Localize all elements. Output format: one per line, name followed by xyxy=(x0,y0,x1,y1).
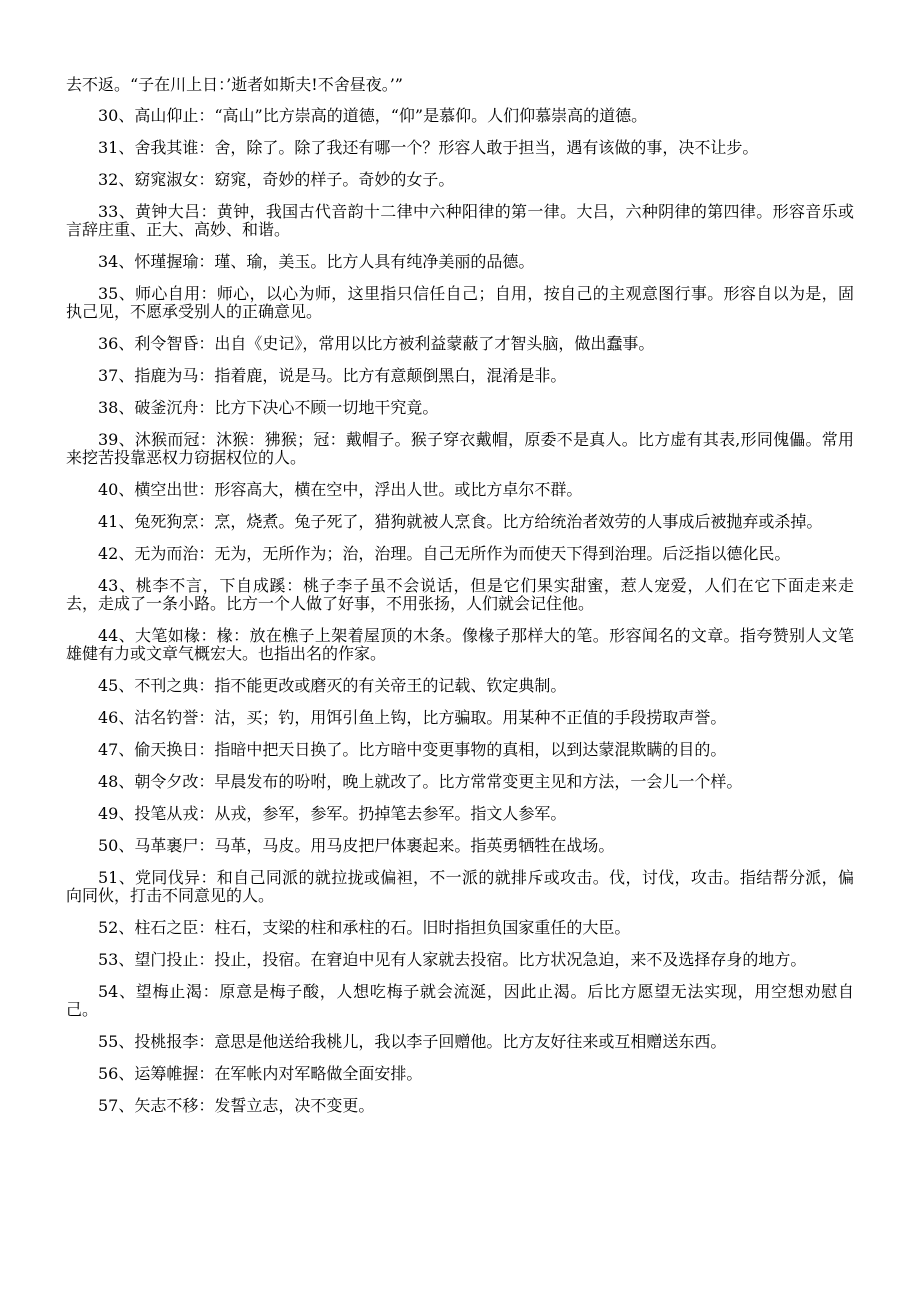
idiom-entry: 40、横空出世：形容高大，横在空中，浮出人世。或比方卓尔不群。 xyxy=(98,480,583,499)
idiom-entry: 32、窈窕淑女：窈窕，奇妙的样子。奇妙的女子。 xyxy=(98,170,455,189)
idiom-entry: 34、怀瑾握瑜：瑾、瑜，美玉。比方人具有纯净美丽的品德。 xyxy=(98,252,535,271)
idiom-entry: 41、兔死狗烹：烹，烧煮。兔子死了，猎狗就被人烹食。比方给统治者效劳的人事成后被抛弃或杀掉。 xyxy=(98,512,823,531)
idiom-entry: 47、偷天换日：指暗中把天日换了。比方暗中变更事物的真相，以到达蒙混欺瞒的目的。 xyxy=(98,740,727,759)
idiom-entry: 36、利令智昏：出自《史记》，常用以比方被利益蒙蔽了才智头脑，做出蠢事。 xyxy=(98,334,655,353)
idiom-entry: 48、朝令夕改：早晨发布的吩咐，晚上就改了。比方常常变更主见和方法，一会儿一个样。 xyxy=(98,772,743,791)
idiom-entry: 49、投笔从戎：从戎，参军，参军。扔掉笔去参军。指文人参军。 xyxy=(98,804,567,823)
idiom-entry: 37、指鹿为马：指着鹿，说是马。比方有意颠倒黑白，混淆是非。 xyxy=(98,366,567,385)
idiom-entry: 46、沽名钓誉：沽，买；钓，用饵引鱼上钩，比方骗取。用某种不正值的手段捞取声誉。 xyxy=(98,708,727,727)
idiom-entry: 43、桃李不言，下自成蹊：桃子李子虽不会说话，但是它们果实甜蜜，惹人宠爱，人们在它下面走来走去，走成了一条小路。比方一个人做了好事，不用张扬，人们就会记住他。 xyxy=(66,576,854,613)
idiom-entry: 35、师心自用：师心，以心为师，这里指只信任自己；自用，按自己的主观意图行事。形容自以为是，固执己见，不愿承受别人的正确意见。 xyxy=(66,284,854,321)
idiom-entry: 39、沐猴而冠：沐猴：狒猴；冠：戴帽子。猴子穿衣戴帽，原委不是真人。比方虚有其表,形同傀儡。常用来挖苦投靠恶权力窃据权位的人。 xyxy=(66,430,854,467)
idiom-entry: 31、舍我其谁：舍，除了。除了我还有哪一个？形容人敢于担当，遇有该做的事，决不让步。 xyxy=(98,138,759,157)
idiom-entry: 33、黄钟大吕：黄钟，我国古代音韵十二律中六种阳律的第一律。大吕，六种阴律的第四律。形容音乐或言辞庄重、正大、高妙、和谐。 xyxy=(66,202,854,239)
idiom-entry: 44、大笔如椽：椽：放在樵子上架着屋顶的木条。像椽子那样大的笔。形容闻名的文章。指夸赞别人文笔雄健有力或文章气概宏大。也指出名的作家。 xyxy=(66,626,854,663)
idiom-entry: 56、运筹帷握：在军帐内对军略做全面安排。 xyxy=(98,1064,423,1083)
idiom-entry: 57、矢志不移：发誓立志，决不变更。 xyxy=(98,1096,375,1115)
idiom-entry: 52、柱石之臣：柱石，支梁的柱和承柱的石。旧时指担负国家重任的大臣。 xyxy=(98,918,631,937)
idiom-entry: 42、无为而治：无为，无所作为；治，治理。自己无所作为而使天下得到治理。后泛指以德化民。 xyxy=(98,544,791,563)
document-body xyxy=(66,76,854,1129)
idiom-entry: 53、望门投止：投止，投宿。在窘迫中见有人家就去投宿。比方状况急迫，来不及选择存身的地方。 xyxy=(98,950,807,969)
idiom-entry: 45、不刊之典：指不能更改或磨灭的有关帝王的记载、钦定典制。 xyxy=(98,676,567,695)
idiom-entry: 38、破釜沉舟：比方下决心不顾一切地干究竟。 xyxy=(98,398,439,417)
idiom-entry: 50、马革裹尸：马革，马皮。用马皮把尸体裹起来。指英勇牺牲在战场。 xyxy=(98,836,615,855)
idiom-entry: 55、投桃报李：意思是他送给我桃儿，我以李子回赠他。比方友好往来或互相赠送东西。 xyxy=(98,1032,727,1051)
continued-paragraph: 去不返。“子在川上日：’逝者如斯夫!不舍昼夜。’” xyxy=(66,75,403,94)
idiom-entry: 51、党同伐异：和自己同派的就拉拢或偏袒，不一派的就排斥或攻击。伐，讨伐，攻击。指结帮分派，偏向同伙，打击不同意见的人。 xyxy=(66,868,854,905)
idiom-entry: 30、高山仰止：“高山”比方崇高的道德，“仰”是慕仰。人们仰慕崇高的道德。 xyxy=(98,106,648,125)
idiom-entry: 54、望梅止渴：原意是梅子酸，人想吃梅子就会流涎，因此止渴。后比方愿望无法实现，用空想劝慰自己。 xyxy=(66,982,854,1019)
